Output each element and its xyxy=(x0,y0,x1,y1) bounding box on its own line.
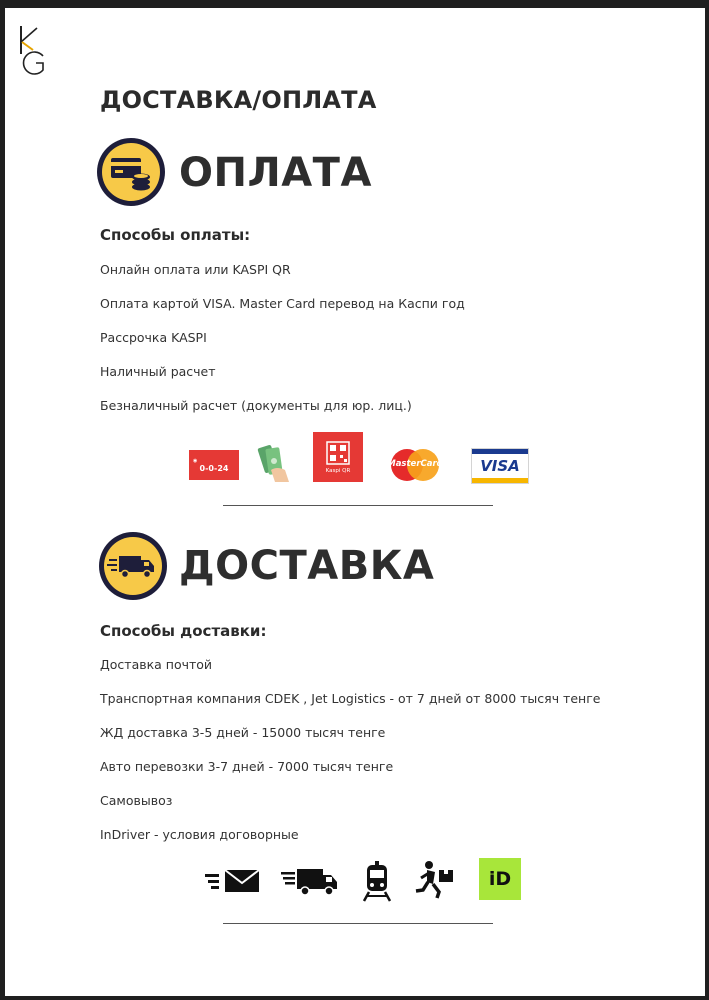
list-item: Самовывоз xyxy=(100,793,173,808)
list-item: Наличный расчет xyxy=(100,364,216,379)
payment-heading: ОПЛАТА xyxy=(179,150,372,196)
delivery-divider xyxy=(223,923,493,924)
kaspi-qr-logo xyxy=(313,432,363,482)
list-item: InDriver - условия договорные xyxy=(100,827,299,842)
mail-delivery-icon xyxy=(203,866,261,896)
list-item: Авто перевозки 3-7 дней - 7000 тысяч тенге xyxy=(100,759,394,774)
indriver-label: iD xyxy=(488,868,512,890)
visa-top-stripe xyxy=(472,449,528,454)
list-item: Онлайн оплата или KASPI QR xyxy=(100,262,291,277)
page-title: ДОСТАВКА/ОПЛАТА xyxy=(100,86,377,114)
list-item: Рассрочка KASPI xyxy=(100,330,207,345)
visa-label: VISA xyxy=(480,457,520,475)
delivery-truck-icon xyxy=(97,530,169,602)
list-item: Транспортная компания CDEK , Jet Logistics - от 7 дней от 8000 тысяч тенге xyxy=(100,691,601,706)
mastercard-label: MasterCard xyxy=(387,459,443,469)
kaspi-mini-icon: ◉ xyxy=(193,457,198,464)
list-item: Безналичный расчет (документы для юр. лиц.) xyxy=(100,398,412,413)
train-icon xyxy=(361,860,393,902)
qr-code-icon xyxy=(326,441,350,465)
kaspi-red-logo xyxy=(189,450,239,480)
visa-logo xyxy=(471,448,529,484)
courier-running-icon xyxy=(413,860,455,900)
indriver-logo xyxy=(479,858,521,900)
payment-subheading: Способы оплаты: xyxy=(100,226,251,244)
list-item: ЖД доставка 3-5 дней - 15000 тысяч тенге xyxy=(100,725,386,740)
document-page xyxy=(5,8,705,996)
list-item: Оплата картой VISA. Master Card перевод на Каспи год xyxy=(100,296,465,311)
list-item: Доставка почтой xyxy=(100,657,213,672)
delivery-heading: ДОСТАВКА xyxy=(179,543,435,589)
payment-card-coins-icon xyxy=(95,136,167,208)
cash-hand-icon xyxy=(257,440,293,484)
kaspi-red-label: 0-0-24 xyxy=(199,463,229,473)
delivery-methods-list xyxy=(100,655,600,859)
payment-divider xyxy=(223,505,493,506)
brand-logo-icon xyxy=(13,20,47,76)
payment-methods-list xyxy=(100,260,465,430)
mastercard-logo xyxy=(387,448,443,482)
fast-truck-icon xyxy=(279,866,339,898)
visa-bottom-stripe xyxy=(472,478,528,483)
kaspi-qr-label: Kaspi QR xyxy=(325,467,351,474)
delivery-subheading: Способы доставки: xyxy=(100,622,267,640)
